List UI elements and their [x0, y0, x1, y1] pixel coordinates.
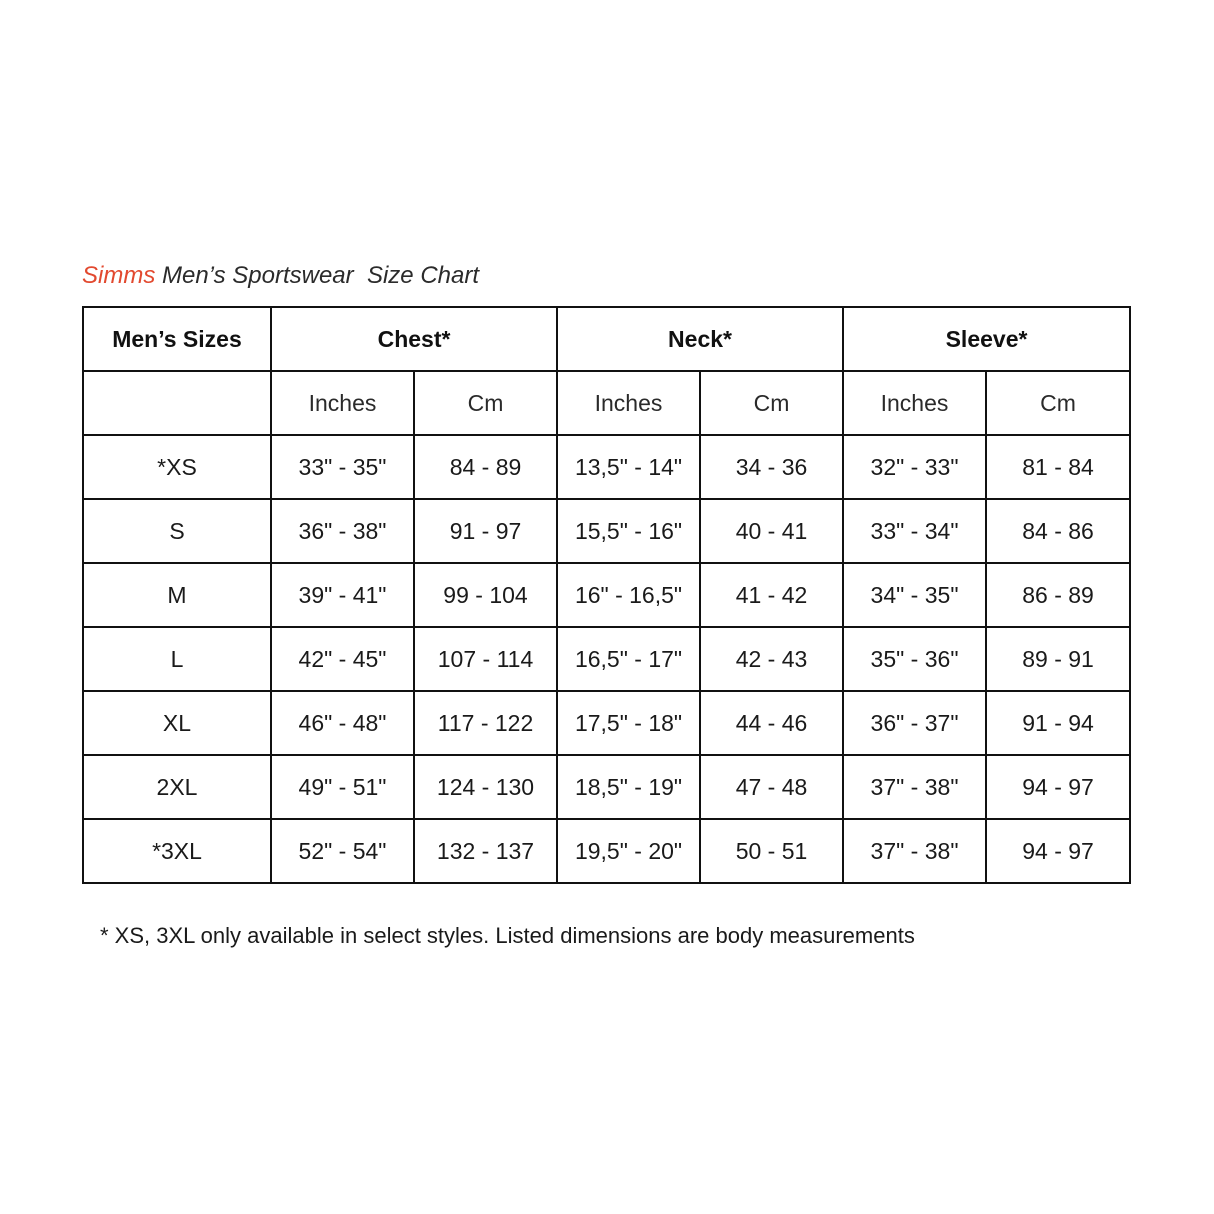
sleeve-cm-cell: 94 - 97	[986, 819, 1130, 883]
sleeve-cm-cell: 91 - 94	[986, 691, 1130, 755]
neck-cm-cell: 50 - 51	[700, 819, 843, 883]
unit-header-neck-cm: Cm	[700, 371, 843, 435]
unit-header-row	[83, 371, 1130, 435]
sleeve-inches-cell: 33" - 34"	[843, 499, 986, 563]
footnote: * XS, 3XL only available in select styles. Listed dimensions are body measurements	[100, 923, 915, 948]
neck-inches-cell: 16" - 16,5"	[557, 563, 700, 627]
sleeve-inches-cell: 34" - 35"	[843, 563, 986, 627]
chest-cm-cell: 91 - 97	[414, 499, 557, 563]
sleeve-cm-cell: 81 - 84	[986, 435, 1130, 499]
chest-inches-cell: 46" - 48"	[271, 691, 414, 755]
table-row	[83, 563, 1130, 627]
size-cell: *3XL	[83, 819, 271, 883]
neck-inches-cell: 18,5" - 19"	[557, 755, 700, 819]
chest-inches-cell: 42" - 45"	[271, 627, 414, 691]
title-text: Men’s Sportswear Size Chart	[155, 262, 480, 289]
table-row	[83, 627, 1130, 691]
chest-cm-cell: 124 - 130	[414, 755, 557, 819]
table-row	[83, 499, 1130, 563]
sleeve-inches-cell: 35" - 36"	[843, 627, 986, 691]
neck-cm-cell: 44 - 46	[700, 691, 843, 755]
neck-inches-cell: 17,5" - 18"	[557, 691, 700, 755]
chest-inches-cell: 33" - 35"	[271, 435, 414, 499]
sleeve-inches-cell: 36" - 37"	[843, 691, 986, 755]
neck-inches-cell: 19,5" - 20"	[557, 819, 700, 883]
table-row	[83, 435, 1130, 499]
brand-name: Simms	[82, 262, 156, 289]
sleeve-cm-cell: 94 - 97	[986, 755, 1130, 819]
neck-cm-cell: 42 - 43	[700, 627, 843, 691]
chest-inches-cell: 52" - 54"	[271, 819, 414, 883]
size-cell: M	[83, 563, 271, 627]
size-cell: XL	[83, 691, 271, 755]
neck-cm-cell: 41 - 42	[700, 563, 843, 627]
unit-header-sleeve-inches: Inches	[843, 371, 986, 435]
chest-cm-cell: 99 - 104	[414, 563, 557, 627]
sleeve-inches-cell: 37" - 38"	[843, 755, 986, 819]
size-cell: 2XL	[83, 755, 271, 819]
neck-cm-cell: 34 - 36	[700, 435, 843, 499]
sleeve-cm-cell: 84 - 86	[986, 499, 1130, 563]
chest-inches-cell: 39" - 41"	[271, 563, 414, 627]
chest-cm-cell: 84 - 89	[414, 435, 557, 499]
neck-inches-cell: 16,5" - 17"	[557, 627, 700, 691]
table-row	[83, 819, 1130, 883]
group-header-row	[83, 307, 1130, 371]
neck-inches-cell: 13,5" - 14"	[557, 435, 700, 499]
chest-inches-cell: 49" - 51"	[271, 755, 414, 819]
unit-header-sleeve-cm: Cm	[986, 371, 1130, 435]
size-cell: *XS	[83, 435, 271, 499]
unit-header-neck-inches: Inches	[557, 371, 700, 435]
size-chart-table	[82, 306, 1131, 884]
size-cell: L	[83, 627, 271, 691]
table-row	[83, 755, 1130, 819]
chest-inches-cell: 36" - 38"	[271, 499, 414, 563]
unit-header-chest-cm: Cm	[414, 371, 557, 435]
sleeve-inches-cell: 37" - 38"	[843, 819, 986, 883]
header-mens-sizes: Men’s Sizes	[83, 307, 271, 371]
header-chest: Chest*	[271, 307, 557, 371]
header-sleeve: Sleeve*	[843, 307, 1130, 371]
header-neck: Neck*	[557, 307, 843, 371]
size-cell: S	[83, 499, 271, 563]
unit-header-empty	[83, 371, 271, 435]
neck-cm-cell: 47 - 48	[700, 755, 843, 819]
chest-cm-cell: 107 - 114	[414, 627, 557, 691]
sleeve-cm-cell: 86 - 89	[986, 563, 1130, 627]
sleeve-inches-cell: 32" - 33"	[843, 435, 986, 499]
neck-inches-cell: 15,5" - 16"	[557, 499, 700, 563]
sleeve-cm-cell: 89 - 91	[986, 627, 1130, 691]
chart-title	[82, 258, 479, 294]
table-row	[83, 691, 1130, 755]
chest-cm-cell: 117 - 122	[414, 691, 557, 755]
neck-cm-cell: 40 - 41	[700, 499, 843, 563]
unit-header-chest-inches: Inches	[271, 371, 414, 435]
chest-cm-cell: 132 - 137	[414, 819, 557, 883]
